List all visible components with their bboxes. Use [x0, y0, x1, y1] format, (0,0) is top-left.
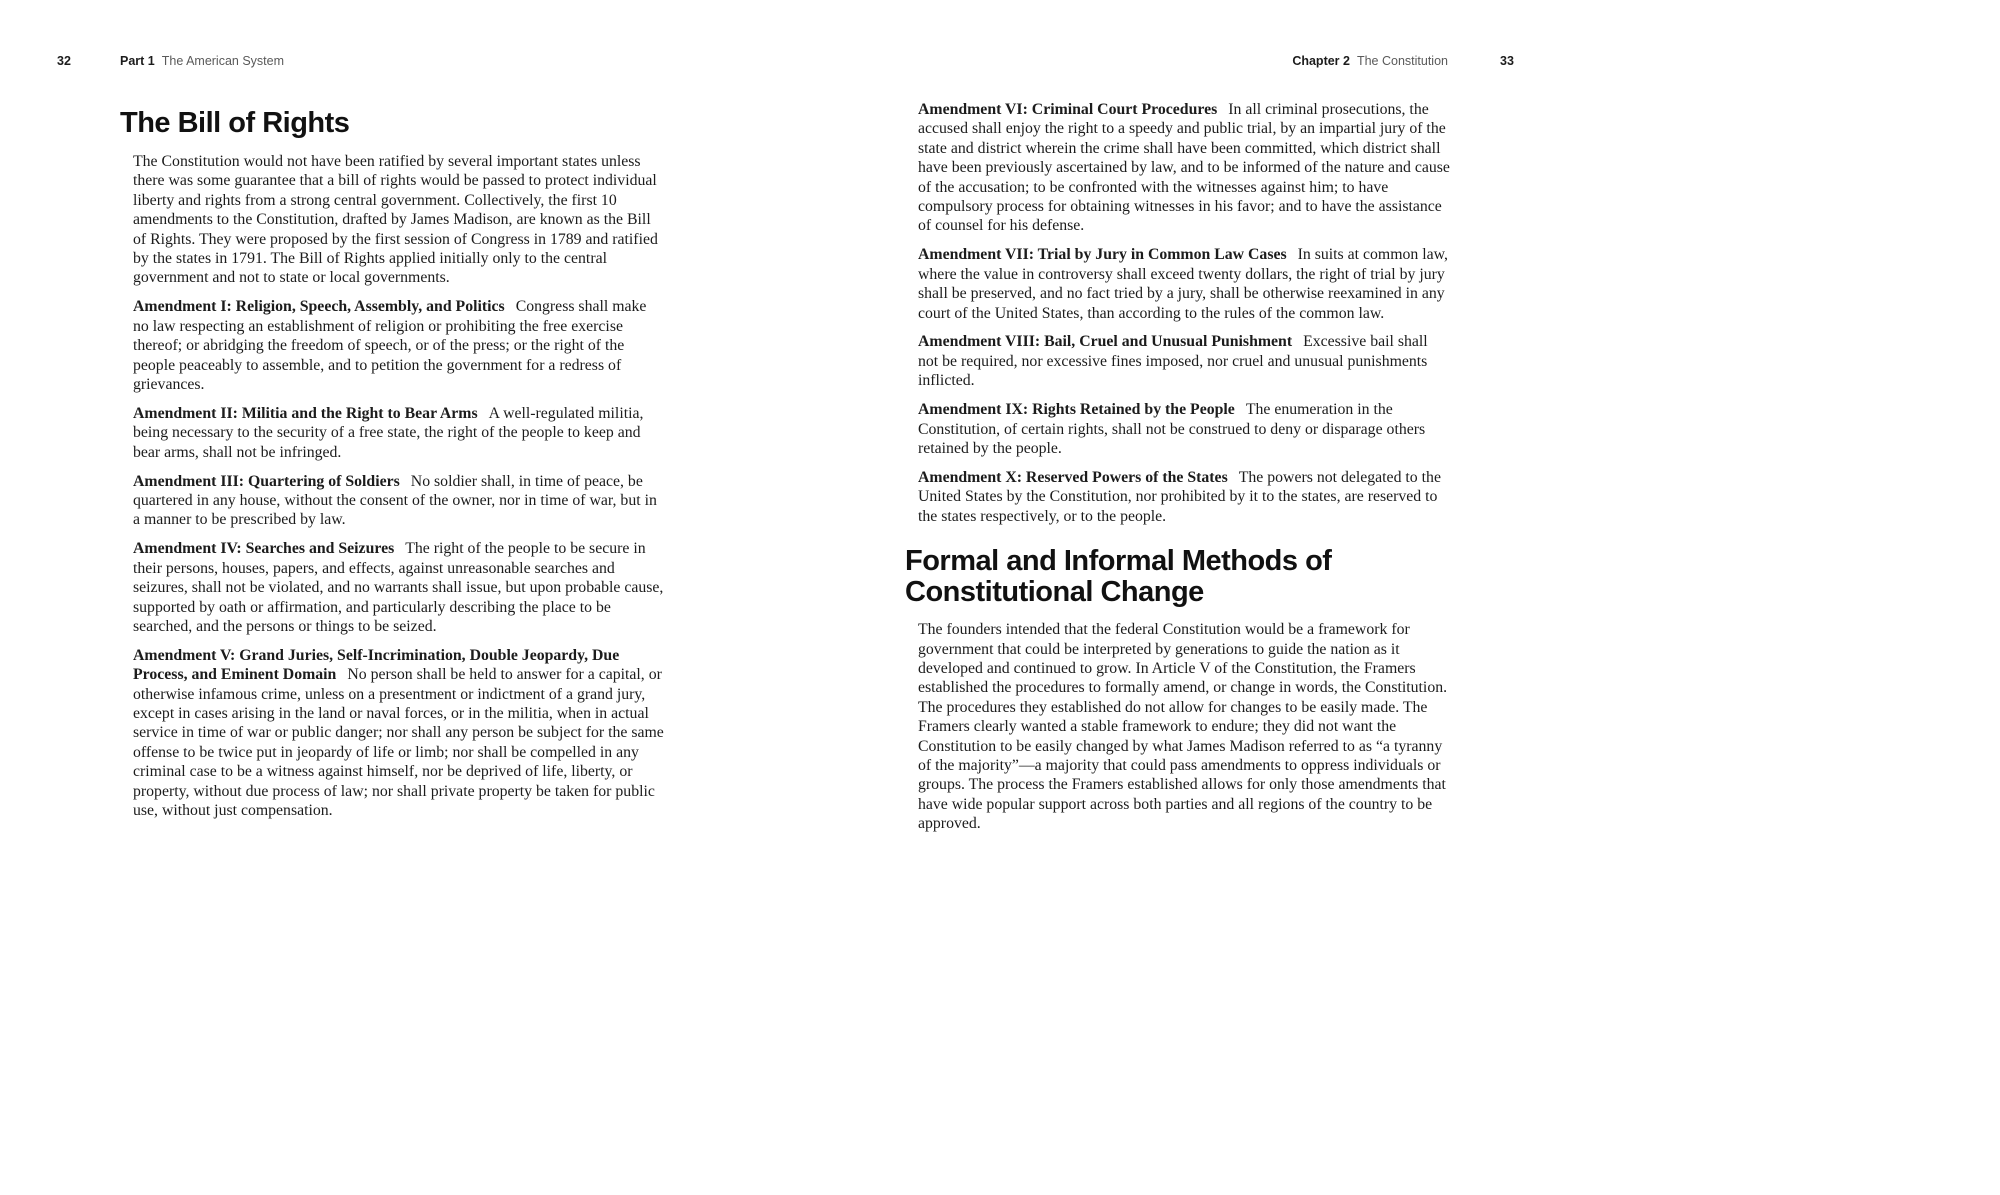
right-page-number-text: 33 [1500, 54, 1514, 68]
left-body-block [133, 152, 665, 821]
amendment-title: Amendment VIII: Bail, Cruel and Unusual Punishment [918, 333, 1293, 351]
amendment-text: The powers not delegated to the United States by the Constitution, nor prohibited by it to the states, are reserved to the states respectively, or to the people. [918, 468, 1441, 525]
amendment-title: Amendment III: Quartering of Soldiers [133, 472, 400, 490]
right-body-block [918, 100, 1450, 526]
left-running-header [120, 54, 284, 68]
amendment-paragraph [133, 646, 665, 821]
amendment-paragraph [918, 245, 1450, 323]
intro-paragraph: The Constitution would not have been ratified by several important states unless there was some guarantee that a bill of rights would be passed to protect individual liberty and rights from a strong central government. Collectively, the first 10 amendments to the Constitution, drafted by James Madison, are known as the Bill of Rights. They were proposed by the first session of Congress in 1789 and ratified by the states in 1791. The Bill of Rights applied initially only to the central government and not to state or local governments. [133, 153, 658, 287]
right-page-number [1500, 54, 1521, 68]
amendment-title: Amendment IV: Searches and Seizures [133, 540, 395, 558]
amendment-text: Excessive bail shall not be required, nor excessive fines imposed, nor cruel and unusual punishments inflicted. [918, 333, 1428, 390]
amendment-paragraph [918, 400, 1450, 458]
part-label: Part 1 [120, 54, 155, 68]
right-page-column [905, 100, 1450, 843]
amendment-text: Congress shall make no law respecting an establishment of religion or prohibiting the free exercise thereof; or abridging the freedom of speech, or of the press; or the right of the people peaceably to assemble, and to petition the government for a redress of grievances. [133, 298, 647, 393]
amendment-text: In suits at common law, where the value in controversy shall exceed twenty dollars, the right of trial by jury shall be preserved, and no fact tried by a jury, shall be otherwise reexamined in any court of the United States, than according to the rules of the common law. [918, 246, 1448, 322]
amendment-paragraph [133, 297, 665, 394]
amendment-title: Amendment II: Militia and the Right to Bear Arms [133, 404, 478, 422]
amendment-title: Amendment IX: Rights Retained by the People [918, 401, 1235, 419]
amendment-paragraph [133, 472, 665, 530]
chapter-title: The Constitution [1356, 54, 1448, 68]
section-heading-bill-of-rights: The Bill of Rights [120, 107, 350, 139]
part-title: The American System [161, 54, 285, 68]
amendment-title: Amendment X: Reserved Powers of the States [918, 468, 1228, 486]
chapter-label: Chapter 2 [1292, 54, 1350, 68]
amendment-title: Amendment VII: Trial by Jury in Common Law Cases [918, 246, 1287, 264]
right-running-header [905, 54, 1448, 68]
left-page-number-text: 32 [57, 54, 71, 68]
amendment-paragraph [918, 468, 1450, 526]
amendment-text: The enumeration in the Constitution, of certain rights, shall not be construed to deny or disparage others retained by the people. [918, 401, 1426, 457]
amendment-text: A well-regulated militia, being necessary to the security of a free state, the right of the people to keep and bear arms, shall not be infringed. [133, 404, 644, 461]
amendment-text: No soldier shall, in time of peace, be quartered in any house, without the consent of the owner, nor in time of war, but in a manner to be prescribed by law. [133, 472, 657, 529]
amendment-text: In all criminal prosecutions, the accused shall enjoy the right to a speedy and public trial, by an impartial jury of the state and district wherein the crime shall have been committed, which district shall have been previously ascertained by law, and to be informed of the nature and cause of the accusation; to be confronted with the witnesses against him; to have compulsory process for obtaining witnesses in his favor; and to have the assistance of counsel for his defense. [918, 101, 1450, 235]
amendment-title: Amendment V: Grand Juries, Self-Incrimination, Double Jeopardy, Due Process, and Eminent Domain [133, 646, 620, 684]
constitutional-change-paragraph: The founders intended that the federal Constitution would be a framework for government that could be interpreted by generations to guide the nation as it developed and continued to grow. In Article V of the Constitution, the Framers established the procedures to formally amend, or change in words, the Constitution. The procedures they established do not allow for changes to be easily made. The Framers clearly wanted a stable framework to endure; they did not want the Constitution to be easily changed by what James Madison referred to as “a tyranny of the majority”—a majority that could pass amendments to oppress individuals or groups. The process the Framers established allows for only those amendments that have wide popular support across both parties and all regions of the country to be approved. [918, 621, 1448, 833]
left-page-number [57, 54, 78, 68]
right-body-block-2 [918, 620, 1450, 833]
section-heading-constitutional-change: Formal and Informal Methods of Constitutional Change [905, 545, 1332, 609]
amendment-text: No person shall be held to answer for a capital, or otherwise infamous crime, unless on a presentment or indictment of a grand jury, except in cases arising in the land or naval forces, or in the militia, when in actual service in time of war or public danger; nor shall any person be subject for the same offense to be twice put in jeopardy of life or limb; nor shall be compelled in any criminal case to be a witness against himself, nor be deprived of life, liberty, or property, without due process of law; nor shall private property be taken for public use, without just compensation. [133, 666, 664, 820]
amendment-title: Amendment I: Religion, Speech, Assembly, and Politics [133, 298, 505, 316]
amendment-paragraph [133, 404, 665, 462]
amendment-title: Amendment VI: Criminal Court Procedures [918, 101, 1218, 118]
left-page-column [120, 108, 665, 830]
amendment-paragraph [918, 100, 1450, 236]
amendment-text: The right of the people to be secure in their persons, houses, papers, and effects, against unreasonable searches and seizures, shall not be violated, and no warrants shall issue, but upon probable cause, supported by oath or affirmation, and particularly describing the place to be searched, and the persons or things to be seized. [133, 540, 664, 635]
amendment-paragraph [918, 332, 1450, 390]
amendment-paragraph [133, 539, 665, 636]
